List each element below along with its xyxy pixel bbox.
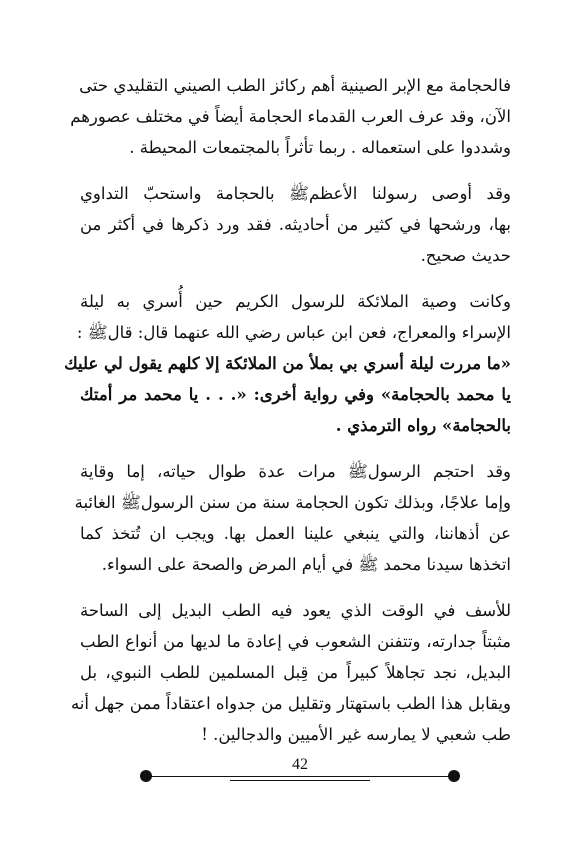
paragraph-4 <box>74 456 511 580</box>
text-line: الإسراء والمعراج، فعن ابن عباس رضي الله عنهما قال: قالﷺ : <box>76 323 511 342</box>
page-number: 42 <box>292 756 308 773</box>
text-line: وكانت وصية الملائكة للرسول الكريم حين أُسري به ليلة <box>80 292 511 311</box>
text-line: للأسف في الوقت الذي يعود فيه الطب البديل إلى الساحة <box>80 601 511 620</box>
paragraph-5 <box>70 595 511 750</box>
text-line: اتخذها سيدنا محمد ﷺ في أيام المرض والصحة على السواء. <box>101 555 511 574</box>
text-line: حديث صحيح. <box>420 246 511 265</box>
paragraph-3 <box>64 286 511 441</box>
hadith-line: «ما مررت ليلة أسري بي بملأ من الملائكة إلا كلهم يقول لي عليك <box>64 354 511 373</box>
text-line: وشددوا على استعماله . ربما تأثراً بالمجتمعات المحيطة . <box>129 138 511 157</box>
text-line: بها، ورشحها في كثير من أحاديثه. فقد ورد ذكرها في أكثر من <box>80 215 511 234</box>
hadith-line: يا محمد بالحجامة» وفي رواية أخرى: «. . . يا محمد مر أمتك <box>80 385 511 404</box>
text-line: وقد أوصى رسولنا الأعظمﷺ بالحجامة واستحبّ التداوي <box>80 184 511 203</box>
text-line: وإما علاجًا، وبذلك تكون الحجامة سنة من سنن الرسولﷺ الغائبة <box>74 493 511 512</box>
paragraph-2 <box>80 178 511 271</box>
hadith-line: بالحجامة» رواه الترمذي . <box>335 416 511 435</box>
text-line: وقد احتجم الرسولﷺ مرات عدة طوال حياته، إما وقاية <box>80 462 511 481</box>
footer-rule <box>148 776 452 777</box>
footer-rule <box>230 780 370 781</box>
page-footer <box>140 758 460 788</box>
text-line: عن أذهاننا، والتي ينبغي علينا العمل بها. ويجب ان تُتخذ كما <box>80 524 511 543</box>
text-line: طب شعبي لا يمارسه غير الأميين والدجالين. ! <box>201 725 511 744</box>
text-line: الآن، وقد عرف العرب القدماء الحجامة أيضاً في مختلف عصورهم <box>70 107 511 126</box>
text-line: مثبتاً جدارته، وتتفنن الشعوب في إعادة ما لديها من أنواع الطب <box>80 632 511 651</box>
text-line: فالحجامة مع الإبر الصينية أهم ركائز الطب الصيني التقليدي حتى <box>79 76 511 95</box>
text-line: ويقابل هذا الطب باستهتار وتقليل من جدواه اعتقاداً ممن جهل أنه <box>70 694 511 713</box>
page-body <box>64 70 511 765</box>
paragraph-1 <box>70 70 511 163</box>
text-line: البديل، نجد تجاهلاً كبيراً من قِبل المسلمين للطب النبوي، بل <box>80 663 511 682</box>
